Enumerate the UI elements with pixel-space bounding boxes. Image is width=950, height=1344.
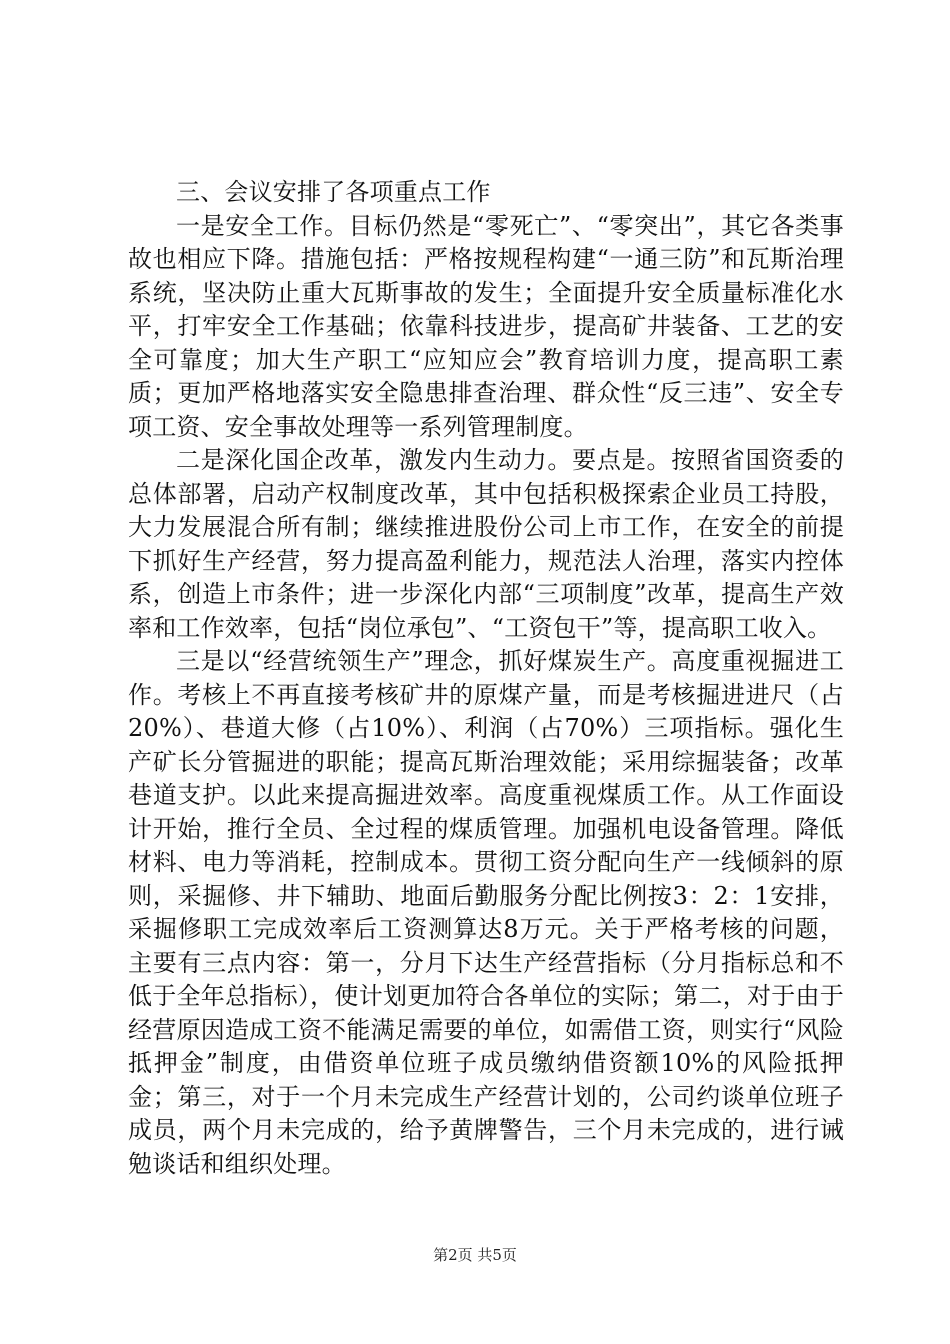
page-number-footer: 第2页 共5页 <box>433 1246 517 1264</box>
paragraph-reform: 二是深化国企改革，激发内生动力。要点是。按照省国资委的总体部署，启动产权制度改革，其中包括积极探索企业员工持股，大力发展混合所有制；继续推进股份公司上市工作，在安全的前提下抓好生产经营，努力提高盈利能力，规范法人治理，落实内控体系，创造上市条件；进一步深化内部“三项制度”改革，提高生产效率和工作效率，包括“岗位承包”、“工资包干”等，提高职工收入。 <box>128 446 844 642</box>
paragraph-safety: 一是安全工作。目标仍然是“零死亡”、“零突出”，其它各类事故也相应下降。措施包括：严格按规程构建“一通三防”和瓦斯治理系统，坚决防止重大瓦斯事故的发生；全面提升安全质量标准化水平，打牢安全工作基础；依靠科技进步，提高矿井装备、工艺的安全可靠度；加大生产职工“应知应会”教育培训力度，提高职工素质；更加严格地落实安全隐患排查治理、群众性“反三违”、安全专项工资、安全事故处理等一系列管理制度。 <box>128 211 844 441</box>
paragraph-production: 三是以“经营统领生产”理念，抓好煤炭生产。高度重视掘进工作。考核上不再直接考核矿井的原煤产量，而是考核掘进进尺（占20%）、巷道大修（占10%）、利润（占70%）三项指标。强化生产矿长分管掘进的职能；提高瓦斯治理效能；采用综掘装备；改革巷道支护。以此来提高掘进效率。高度重视煤质工作。从工作面设计开始，推行全员、全过程的煤质管理。加强机电设备管理。降低材料、电力等消耗，控制成本。贯彻工资分配向生产一线倾斜的原则，采掘修、井下辅助、地面后勤服务分配比例按3：2：1安排，采掘修职工完成效率后工资测算达8万元。关于严格考核的问题，主要有三点内容：第一，分月下达生产经营指标（分月指标总和不低于全年总指标），使计划更加符合各单位的实际；第二，对于由于经营原因造成工资不能满足需要的单位，如需借工资，则实行“风险抵押金”制度，由借资单位班子成员缴纳借资额10%的风险抵押金；第三，对于一个月未完成生产经营计划的，公司约谈单位班子成员，两个月未完成的，给予黄牌警告，三个月未完成的，进行诫勉谈话和组织处理。 <box>128 647 844 1178</box>
section-heading: 三、会议安排了各项重点工作 <box>176 178 491 206</box>
document-body <box>128 176 844 1181</box>
